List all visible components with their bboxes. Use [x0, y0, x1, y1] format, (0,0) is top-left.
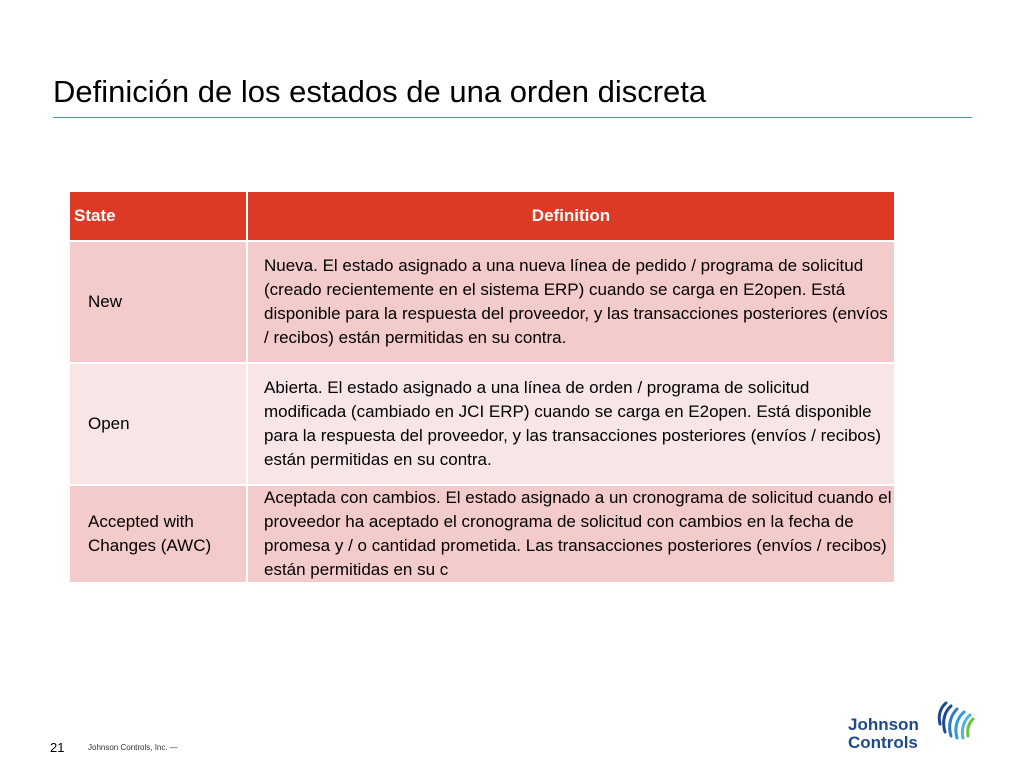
definition-text-clip [264, 487, 892, 581]
table-header-row [70, 192, 895, 241]
definition-cell [247, 485, 895, 582]
logo-word-johnson: Johnson [848, 715, 919, 734]
logo-word-controls: Controls [848, 733, 918, 752]
slide-title: Definición de los estados de una orden discreta [53, 74, 707, 109]
state-cell: Accepted with Changes (AWC) [70, 485, 247, 582]
state-cell: New [70, 241, 247, 363]
state-cell: Open [70, 363, 247, 485]
page-number: 21 [50, 740, 65, 755]
table-row [70, 485, 895, 582]
logo-swirl-icon [934, 698, 976, 742]
state-definition-table [70, 192, 896, 582]
johnson-controls-logo [848, 696, 978, 756]
definition-cell: Abierta. El estado asignado a una línea de orden / programa de solicitud modificada (cambiado en JCI ERP) cuando se carga en E2open. Está disponible para la respuesta del proveedor, y las transacciones posteriores (envíos / recibos) están permitidas en su contra. [247, 363, 895, 485]
state-column-header: State [70, 192, 247, 241]
title-divider [53, 117, 972, 118]
footer-text: Johnson Controls, Inc. — [88, 743, 178, 752]
table-row [70, 241, 895, 363]
definition-cell: Nueva. El estado asignado a una nueva línea de pedido / programa de solicitud (creado recientemente en el sistema ERP) cuando se carga en E2open. Está disponible para la respuesta del proveedor, y las transacciones posteriores (envíos / recibos) están permitidas en su contra. [247, 241, 895, 363]
definition-column-header: Definition [247, 192, 895, 241]
table-row [70, 363, 895, 485]
definition-text: Aceptada con cambios. El estado asignado a un cronograma de solicitud cuando el proveedor ha aceptado el cronograma de solicitud con cambios en la fecha de promesa y / o cantidad prometida. Las transacciones posteriores (envíos / recibos) están permitidas en su c [264, 488, 892, 579]
